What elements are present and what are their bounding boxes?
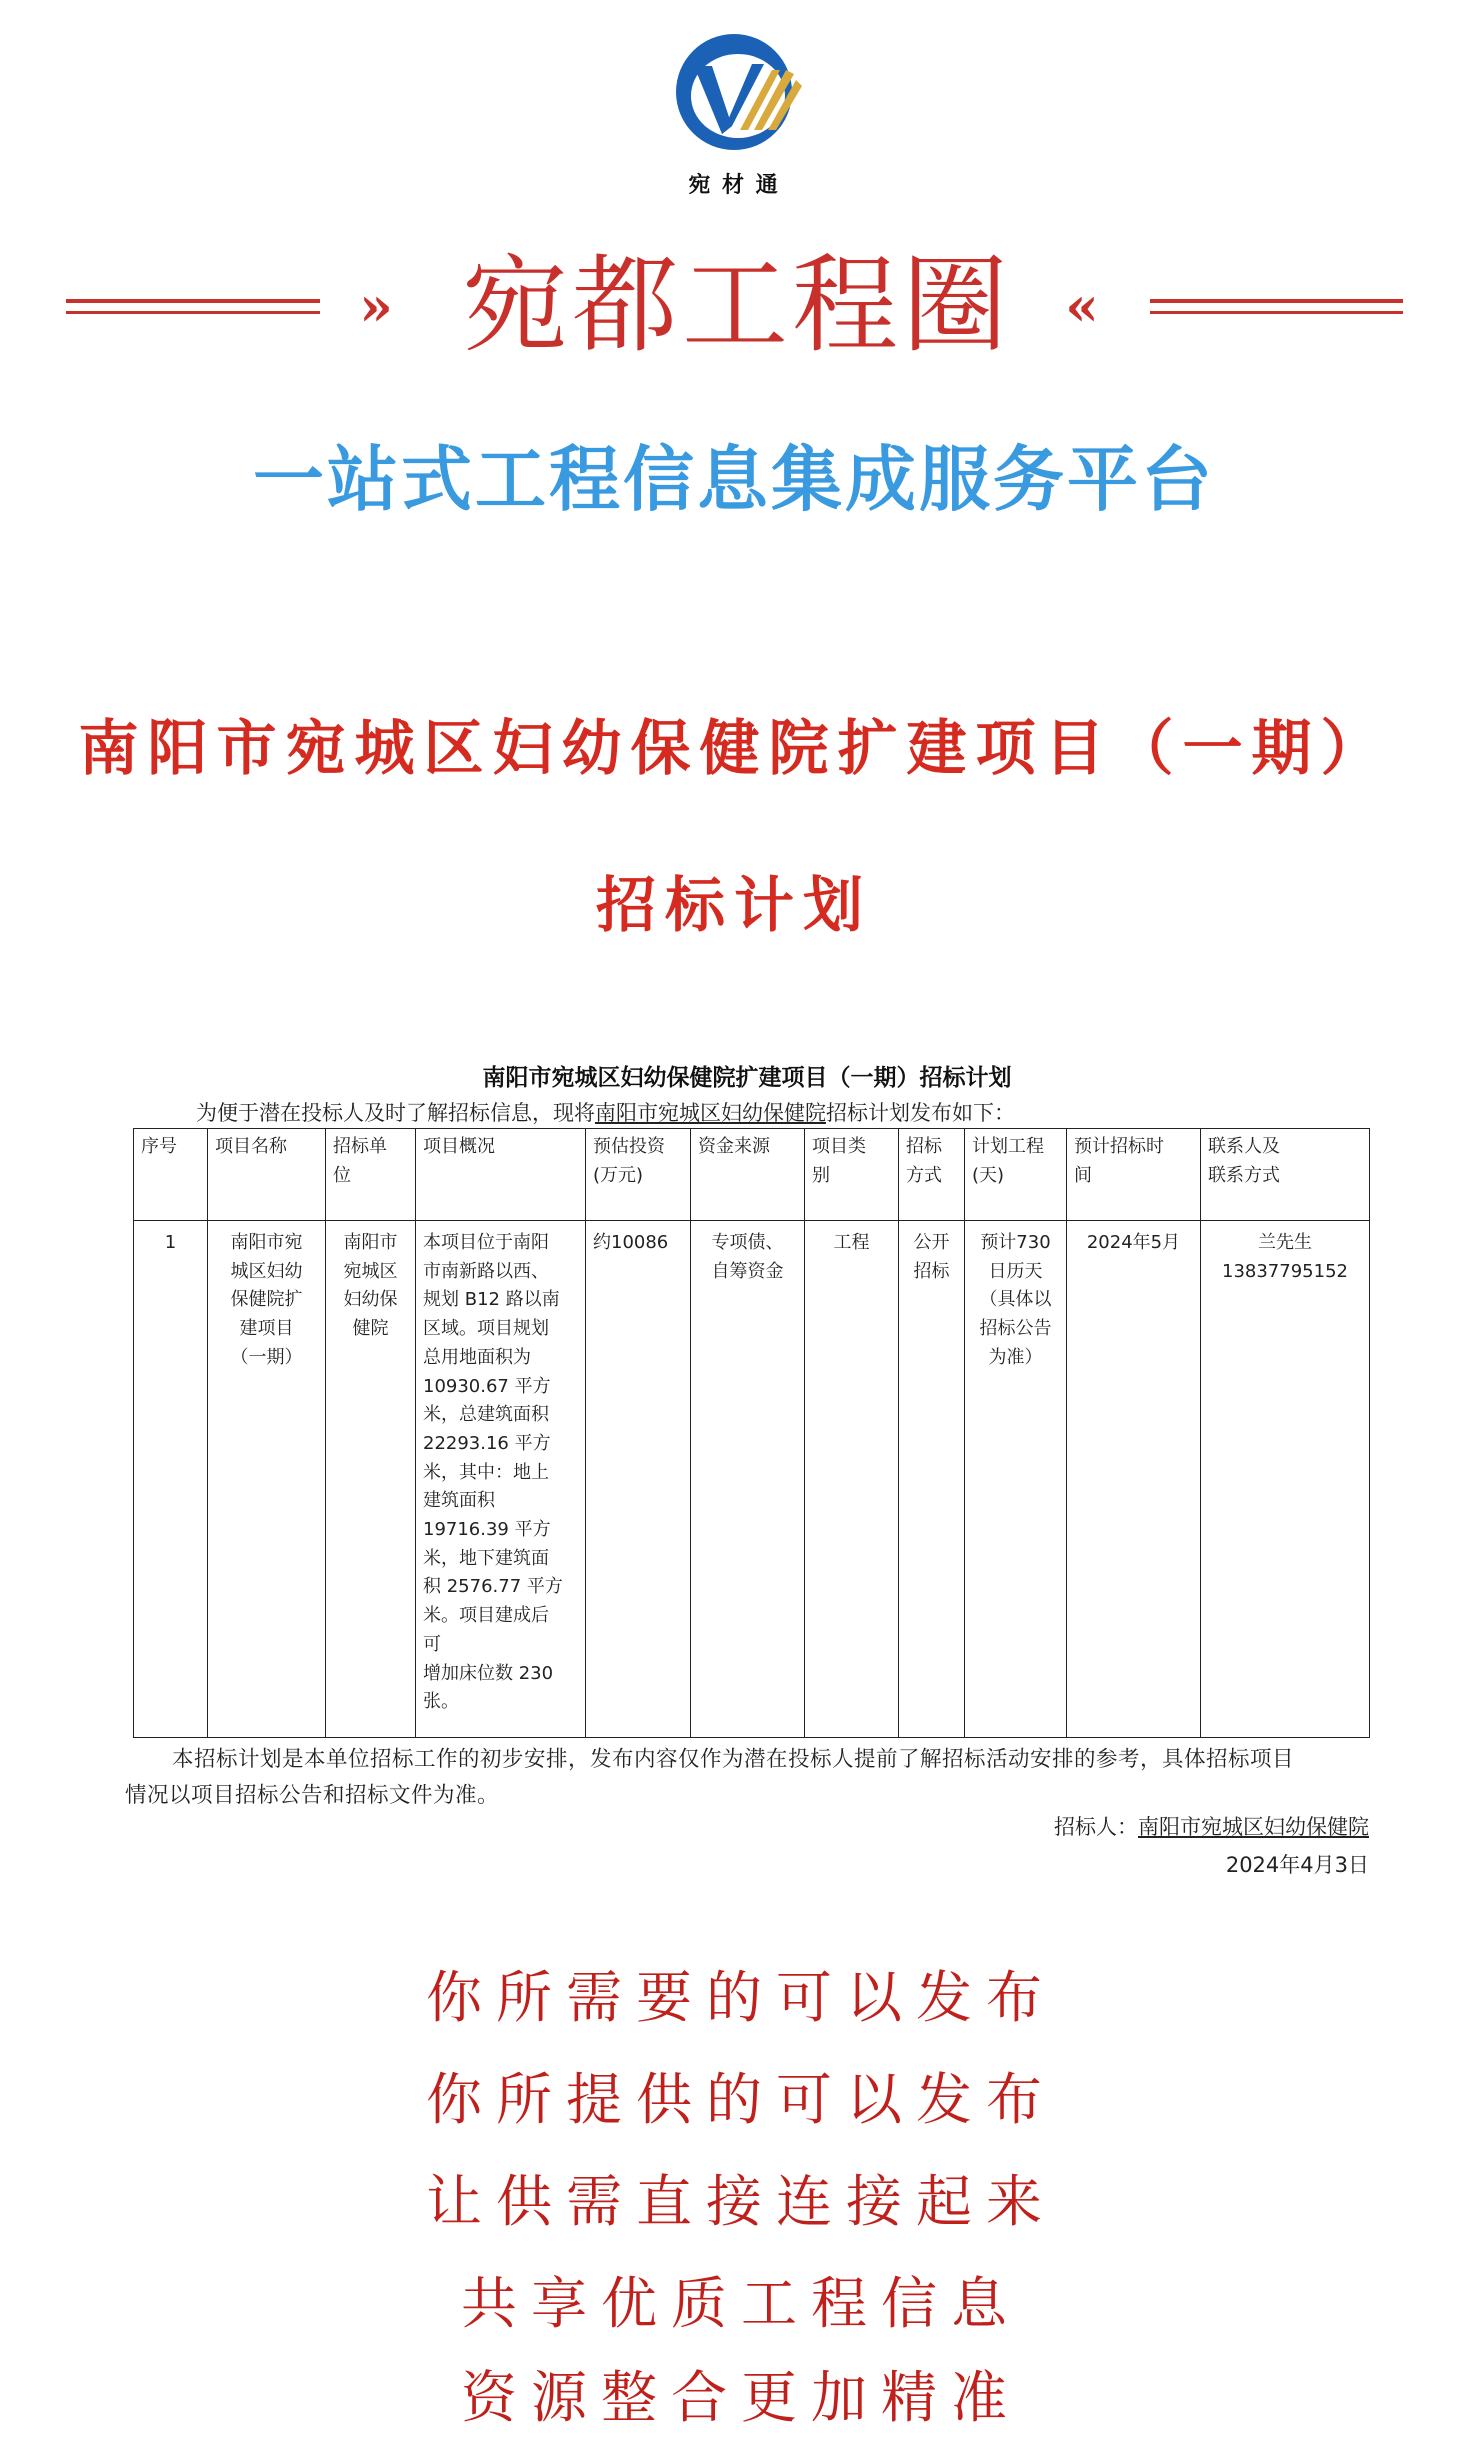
cell-overview: 本项目位于南阳 市南新路以西、 规划 B12 路以南 区域。项目规划 总用地面积为 10930.67 平方 米，总建筑面积 22293.16 平方 米，其中：地上 建筑面积 19716.39 平方 米，地下建筑面 积 2576.77 平方 米。项目建成后 可 增加床位数 230 张。 xyxy=(416,1221,586,1738)
banner-left-rule-top xyxy=(66,299,320,303)
plan-headline: 招标计划 xyxy=(596,871,872,941)
wancaitong-logo-icon xyxy=(654,30,814,158)
header-tender-time: 预计招标时 间 xyxy=(1067,1129,1201,1221)
cell-method: 公开 招标 xyxy=(899,1221,965,1738)
cell-duration: 预计730 日历天 （具体以 招标公告 为准） xyxy=(965,1221,1067,1738)
project-headline: 南阳市宛城区妇幼保健院扩建项目（一期） xyxy=(78,714,1390,784)
cell-contact: 兰先生 13837795152 xyxy=(1201,1221,1370,1738)
document-note: 本招标计划是本单位招标工作的初步安排，发布内容仅作为潜在投标人提前了解招标活动安排的参考，具体招标项目 情况以项目招标公告和招标文件为准。 xyxy=(125,1747,1295,1808)
cell-category: 工程 xyxy=(805,1221,899,1738)
bid-plan-table xyxy=(133,1128,1370,1738)
slogan-line: 资源整合更加精准 xyxy=(461,2366,1021,2431)
header-contact: 联系人及 联系方式 xyxy=(1201,1129,1370,1221)
document-intro xyxy=(196,1099,1376,1127)
header-index: 序号 xyxy=(134,1129,208,1221)
header-method: 招标 方式 xyxy=(899,1129,965,1221)
banner-left-rule-bottom xyxy=(66,311,320,314)
header-overview: 项目概况 xyxy=(416,1129,586,1221)
intro-unit: 南阳市宛城区妇幼保健院 xyxy=(595,1101,826,1125)
slogan-line: 让供需直接连接起来 xyxy=(426,2170,1056,2235)
header-category: 项目类 别 xyxy=(805,1129,899,1221)
cell-tender-unit: 南阳市 宛城区 妇幼保 健院 xyxy=(326,1221,416,1738)
slogan-line: 你所需要的可以发布 xyxy=(426,1966,1056,2031)
slogan-line: 共享优质工程信息 xyxy=(461,2272,1021,2337)
header-investment: 预估投资 (万元) xyxy=(586,1129,691,1221)
header-funding: 资金来源 xyxy=(691,1129,805,1221)
intro-suffix: 招标计划发布如下： xyxy=(826,1101,1015,1125)
banner-right-rule-bottom xyxy=(1150,311,1403,314)
table-row xyxy=(134,1221,1370,1738)
logo-name: 宛 材 通 xyxy=(688,172,780,198)
banner-subtitle: 一站式工程信息集成服务平台 xyxy=(252,438,1215,521)
banner-right-mark: « xyxy=(1065,274,1099,338)
document-date: 2024年4月3日 xyxy=(1225,1853,1369,1877)
banner-right-rule-top xyxy=(1150,299,1403,303)
header-project-name: 项目名称 xyxy=(208,1129,326,1221)
header-tender-unit: 招标单 位 xyxy=(326,1129,416,1221)
cell-project-name: 南阳市宛 城区妇幼 保健院扩 建项目 （一期） xyxy=(208,1221,326,1738)
cell-funding: 专项债、 自筹资金 xyxy=(691,1221,805,1738)
table-header-row xyxy=(134,1129,1370,1221)
cell-investment: 约10086 xyxy=(586,1221,691,1738)
banner-left-mark: » xyxy=(359,274,393,338)
tenderer-label: 招标人： xyxy=(1054,1815,1138,1839)
header-duration: 计划工程 (天) xyxy=(965,1129,1067,1221)
cell-tender-time: 2024年5月 xyxy=(1067,1221,1201,1738)
banner-title: 宛都工程圈 xyxy=(462,244,1012,367)
cell-index: 1 xyxy=(134,1221,208,1738)
tenderer-line xyxy=(125,1809,1369,1845)
document-title: 南阳市宛城区妇幼保健院扩建项目（一期）招标计划 xyxy=(482,1065,1012,1091)
intro-prefix: 为便于潜在投标人及时了解招标信息，现将 xyxy=(196,1101,595,1125)
tenderer-name: 南阳市宛城区妇幼保健院 xyxy=(1138,1815,1369,1839)
slogan-line: 你所提供的可以发布 xyxy=(426,2068,1056,2133)
